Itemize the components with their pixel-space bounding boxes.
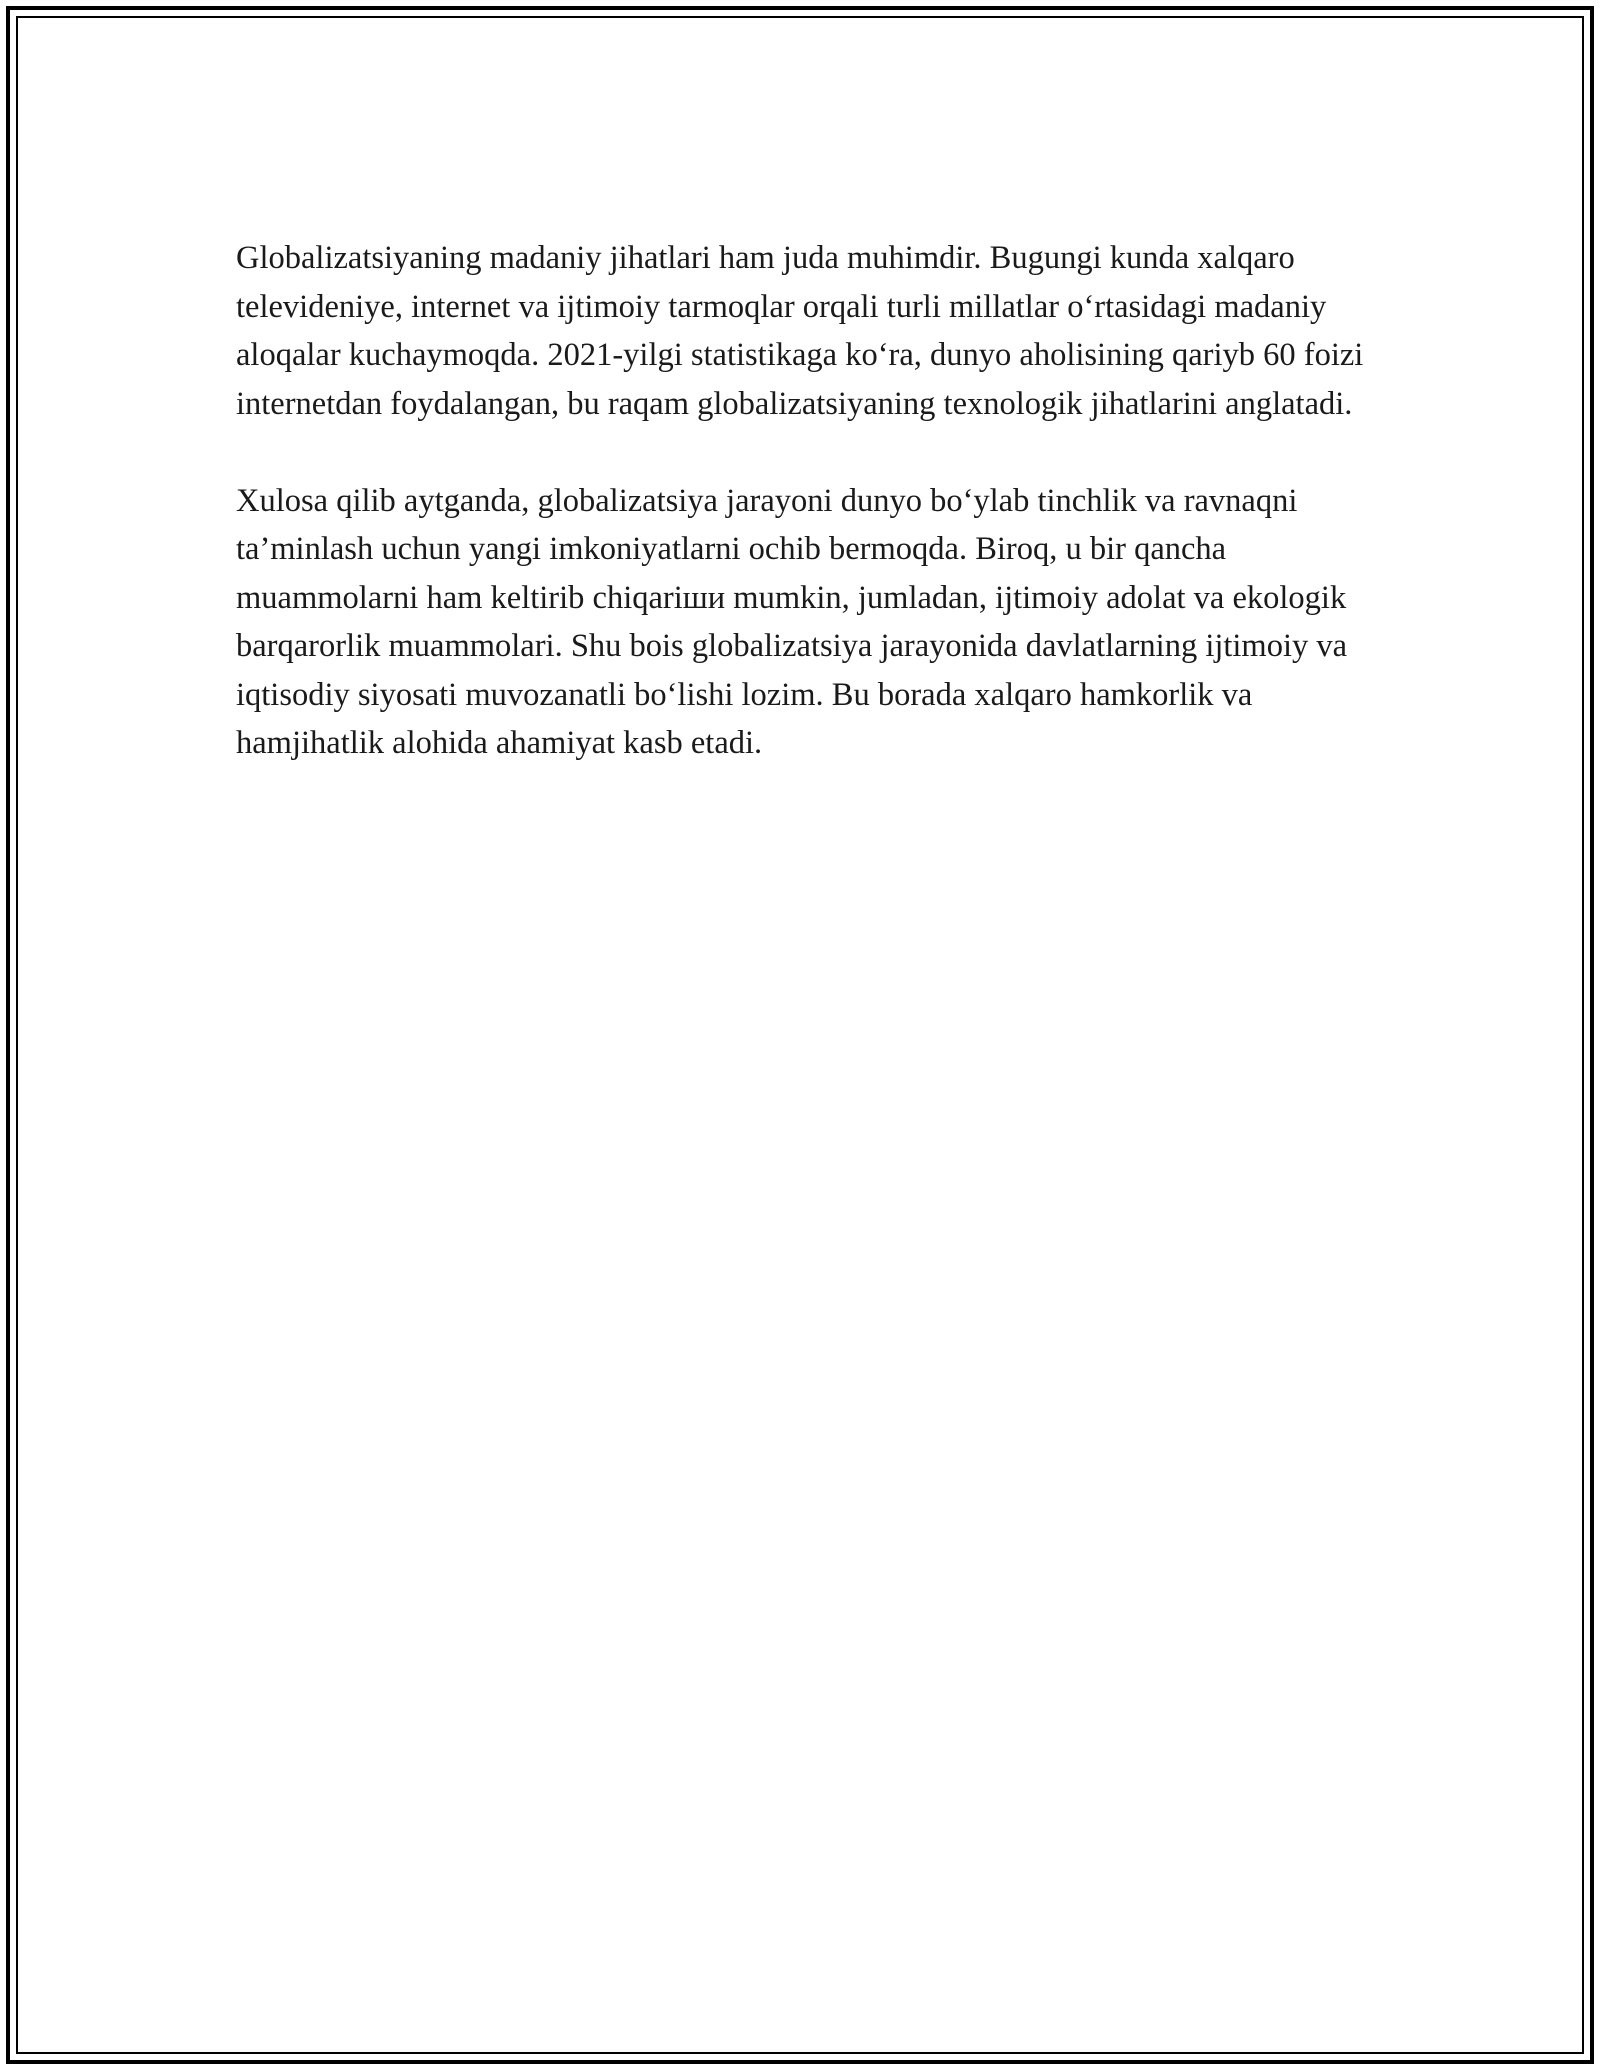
paragraph-globalization-culture: Globalizatsiyaning madaniy jihatlari ham juda muhimdir. Bugungi kunda xalqaro televideniye, internet va ijtimoiy tarmoqlar orqali turli millatlar o‘rtasidagi madaniy aloqalar kuchaymoqda. 2021-yilgi statistikaga ko‘ra, dunyo aholisining qariyb 60 foizi internetdan foydalangan, bu raqam globalizatsiyaning texnologik jihatlarini anglatadi. <box>236 240 1364 422</box>
paragraph-conclusion: Xulosa qilib aytganda, globalizatsiya jarayoni dunyo bo‘ylab tinchlik va ravnaqni ta’minlash uchun yangi imkoniyatlarni ochib bermoqda. Biroq, u bir qancha muammolarni ham keltirib chiqariши mumkin, jumladan, ijtimoiy adolat va ekologik barqarorlik muammolari. Shu bois globalizatsiya jarayonida davlatlarning ijtimoiy va iqtisodiy siyosati muvozanatli bo‘lishi lozim. Bu borada xalqaro hamkorlik va hamjihatlik alohida ahamiyat kasb etadi. <box>236 482 1348 761</box>
document-body <box>236 234 1376 768</box>
